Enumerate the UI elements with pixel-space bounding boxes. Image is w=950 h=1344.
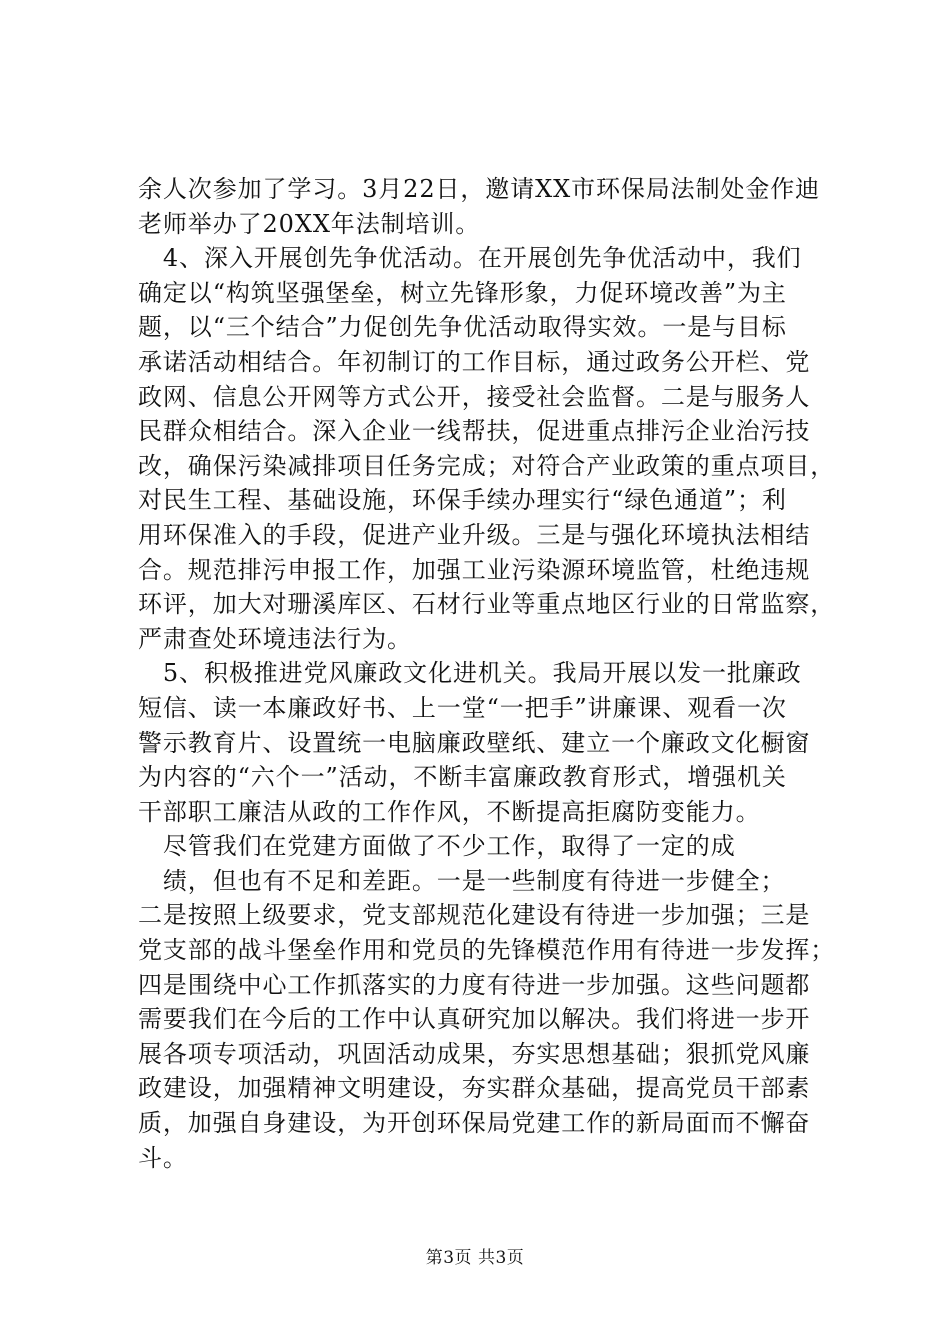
text-line: 二是按照上级要求，党支部规范化建设有待进一步加强；三是 <box>138 901 811 930</box>
text-line: 绩，但也有不足和差距。一是一些制度有待进一步健全； <box>138 866 786 895</box>
text-line: 党支部的战斗堡垒作用和党员的先锋模范作用有待进一步发挥； <box>138 936 836 965</box>
text-line: 对民生工程、基础设施，环保手续办理实行“绿色通道”；利 <box>138 486 787 515</box>
text-line: 老师举办了20XX年法制培训。 <box>138 209 481 238</box>
text-line: 四是围绕中心工作抓落实的力度有待进一步加强。这些问题都 <box>138 970 811 999</box>
page-footer: 第3页 共3页 <box>425 1248 525 1268</box>
text-line: 余人次参加了学习。3月22日，邀请XX市环保局法制处金作迪 <box>138 175 821 203</box>
text-line: 合。规范排污申报工作，加强工业污染源环境监管，杜绝违规 <box>138 555 811 584</box>
text-line: 用环保准入的手段，促进产业升级。三是与强化环境执法相结 <box>138 520 811 549</box>
text-line: 尽管我们在党建方面做了不少工作，取得了一定的成 <box>138 832 736 861</box>
text-line: 民群众相结合。深入企业一线帮扶，促进重点排污企业治污技 <box>138 417 811 446</box>
body-text <box>138 172 838 1175</box>
text-line: 为内容的“六个一”活动，不断丰富廉政教育形式，增强机关 <box>138 763 787 792</box>
text-line: 需要我们在今后的工作中认真研究加以解决。我们将进一步开 <box>138 1005 811 1034</box>
text-line: 警示教育片、设置统一电脑廉政壁纸、建立一个廉政文化橱窗 <box>138 728 811 757</box>
text-line: 5、积极推进党风廉政文化进机关。我局开展以发一批廉政 <box>138 659 802 688</box>
text-line: 展各项专项活动，巩固活动成果，夯实思想基础；狠抓党风廉 <box>138 1039 811 1068</box>
text-line: 改，确保污染减排项目任务完成；对符合产业政策的重点项目， <box>138 451 836 480</box>
text-line: 干部职工廉洁从政的工作作风，不断提高拒腐防变能力。 <box>138 797 761 826</box>
text-line: 短信、读一本廉政好书、上一堂“一把手”讲廉课、观看一次 <box>138 693 787 722</box>
text-line: 4、深入开展创先争优活动。在开展创先争优活动中，我们 <box>138 244 802 273</box>
text-line: 承诺活动相结合。年初制订的工作目标，通过政务公开栏、党 <box>138 347 811 376</box>
text-line: 政网、信息公开网等方式公开，接受社会监督。二是与服务人 <box>138 382 811 411</box>
text-line: 题，以“三个结合”力促创先争优活动取得实效。一是与目标 <box>138 313 787 342</box>
text-line: 严肃查处环境违法行为。 <box>138 624 412 653</box>
text-line: 质，加强自身建设，为开创环保局党建工作的新局面而不懈奋 <box>138 1109 811 1138</box>
text-line: 确定以“构筑坚强堡垒，树立先锋形象，力促环境改善”为主 <box>138 278 787 307</box>
text-line: 环评，加大对珊溪库区、石材行业等重点地区行业的日常监察， <box>138 590 836 619</box>
text-line: 斗。 <box>138 1143 188 1172</box>
text-line: 政建设，加强精神文明建设，夯实群众基础，提高党员干部素 <box>138 1074 811 1103</box>
